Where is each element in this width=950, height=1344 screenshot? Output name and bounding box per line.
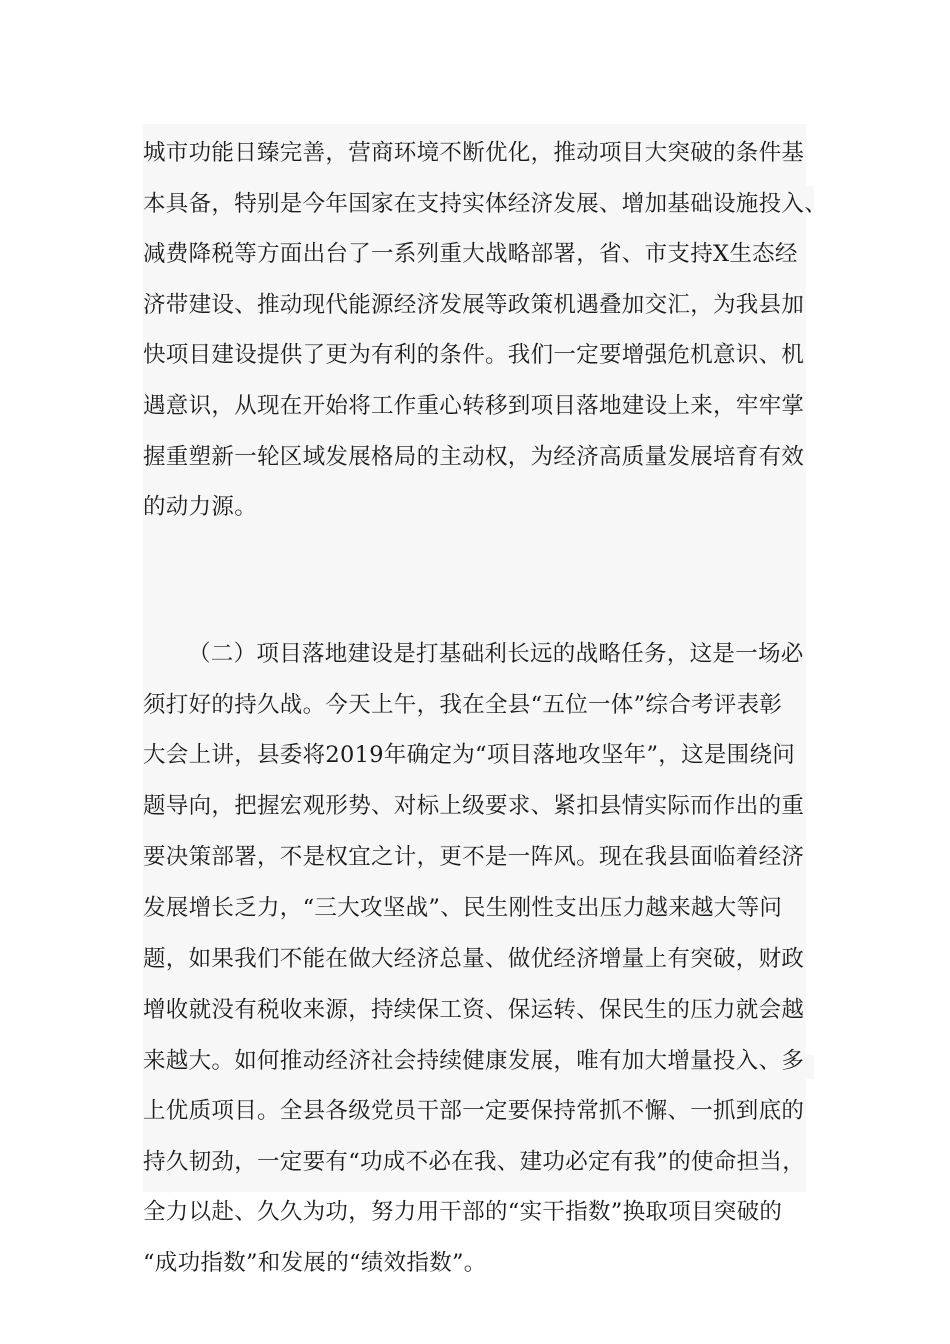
paragraph-2-line: （二）项目落地建设是打基础利长远的战略任务，这是一场必: [188, 641, 804, 667]
paragraph-1-line: 快项目建设提供了更为有利的条件。我们一定要增强危机意识、机: [143, 342, 805, 368]
paragraph-1-line: 城市功能日臻完善，营商环境不断优化，推动项目大突破的条件基: [143, 140, 805, 166]
highlight-overflow: [806, 1055, 814, 1079]
paragraph-1-line: 握重塑新一轮区域发展格局的主动权，为经济高质量发展培育有效: [143, 444, 805, 470]
paragraph-2-line: 大会上讲，县委将2019年确定为“项目落地攻坚年”，这是围绕问: [143, 742, 796, 768]
paragraph-2-line: 发展增长乏力，“三大攻坚战”、民生刚性支出压力越来越大等问: [143, 895, 783, 921]
document-body: [143, 124, 828, 1276]
paragraph-1-line: 本具备，特别是今年国家在支持实体经济发展、增加基础设施投入、: [143, 191, 828, 217]
paragraph-2-line: 持久韧劲，一定要有“功成不必在我、建功必定有我”的使命担当，: [143, 1149, 806, 1175]
paragraph-1-line: 减费降税等方面出台了一系列重大战略部署，省、市支持X生态经: [143, 241, 798, 267]
paragraph-1-line: 的动力源。: [143, 494, 258, 520]
paragraph-2-line: 上优质项目。全县各级党员干部一定要保持常抓不懈、一抓到底的: [143, 1098, 805, 1124]
paragraph-2-line: 要决策部署，不是权宜之计，更不是一阵风。现在我县面临着经济: [143, 844, 805, 870]
paragraph-1-line: 遇意识，从现在开始将工作重心转移到项目落地建设上来，牢牢掌: [143, 393, 805, 419]
paragraph-2-line: 须打好的持久战。今天上午，我在全县“五位一体”综合考评表彰: [143, 692, 783, 718]
paragraph-2-line: 题，如果我们不能在做大经济总量、做优经济增量上有突破，财政: [143, 946, 805, 972]
paragraph-2-line: 增收就没有税收来源，持续保工资、保运转、保民生的压力就会越: [143, 997, 805, 1023]
paragraph-2-line: 来越大。如何推动经济社会持续健康发展，唯有加大增量投入、多: [143, 1048, 805, 1074]
paragraph-2-line: 全力以赴、久久为功，努力用干部的“实干指数”换取项目突破的: [143, 1199, 783, 1225]
paragraph-2-line: “成功指数”和发展的“绩效指数”。: [143, 1250, 487, 1276]
paragraph-1-line: 济带建设、推动现代能源经济发展等政策机遇叠加交汇，为我县加: [143, 292, 805, 318]
paragraph-2-line: 题导向，把握宏观形势、对标上级要求、紧扣县情实际而作出的重: [143, 793, 805, 819]
